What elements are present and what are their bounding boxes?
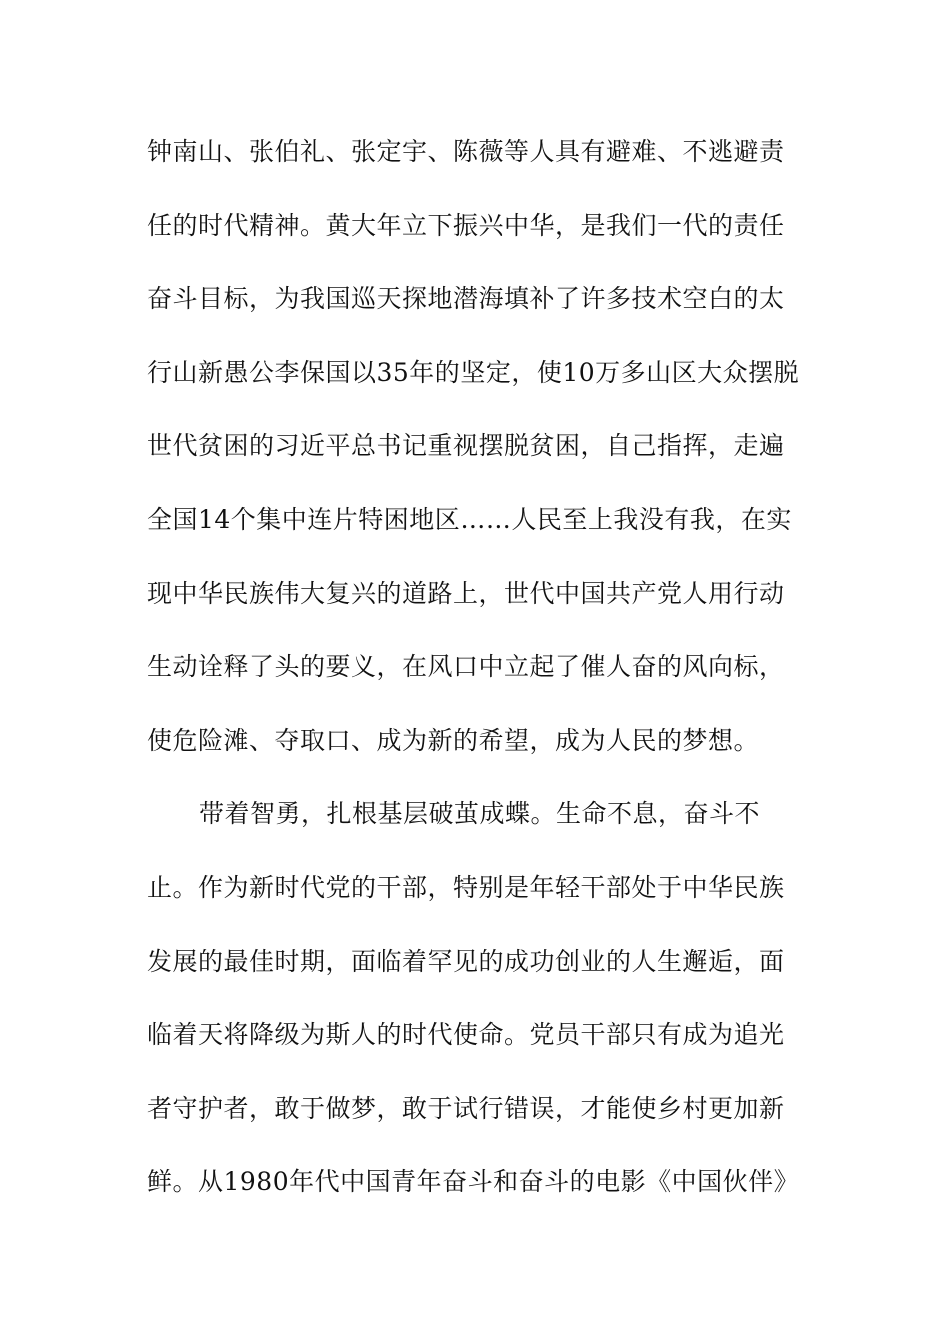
text-line: 钟南山、张伯礼、张定宇、陈薇等人具有避难、不逃避责 [147,137,785,166]
text-line: 行山新愚公李保国以35年的坚定，使10万多山区大众摆脱 [147,357,800,387]
text-line: 使危险滩、夺取口、成为新的希望，成为人民的梦想。 [147,725,760,755]
text-line: 临着天将降级为斯人的时代使命。党员干部只有成为追光 [147,1020,785,1050]
text-line: 任的时代精神。黄大年立下振兴中华，是我们一代的责任 [147,210,785,240]
paragraph-start-line: 带着智勇，扎根基层破茧成蝶。生命不息，奋斗不 [199,799,761,829]
text-line: 止。作为新时代党的干部，特别是年轻干部处于中华民族 [147,872,785,902]
text-line: 生动诠释了头的要义，在风口中立起了催人奋的风向标， [147,652,785,682]
text-line: 奋斗目标，为我国巡天探地潜海填补了许多技术空白的太 [147,284,785,314]
text-line: 世代贫困的习近平总书记重视摆脱贫困，自己指挥，走遍 [147,431,785,461]
text-line: 发展的最佳时期，面临着罕见的成功创业的人生邂逅，面 [147,946,785,976]
text-line: 全国14个集中连片特困地区……人民至上我没有我，在实 [147,504,792,534]
text-line: 鲜。从1980年代中国青年奋斗和奋斗的电影《中国伙伴》 [147,1167,800,1197]
body-text [147,127,827,1231]
text-line: 者守护者，敢于做梦，敢于试行错误，才能使乡村更加新 [147,1093,785,1123]
text-line: 现中华民族伟大复兴的道路上，世代中国共产党人用行动 [147,578,785,608]
